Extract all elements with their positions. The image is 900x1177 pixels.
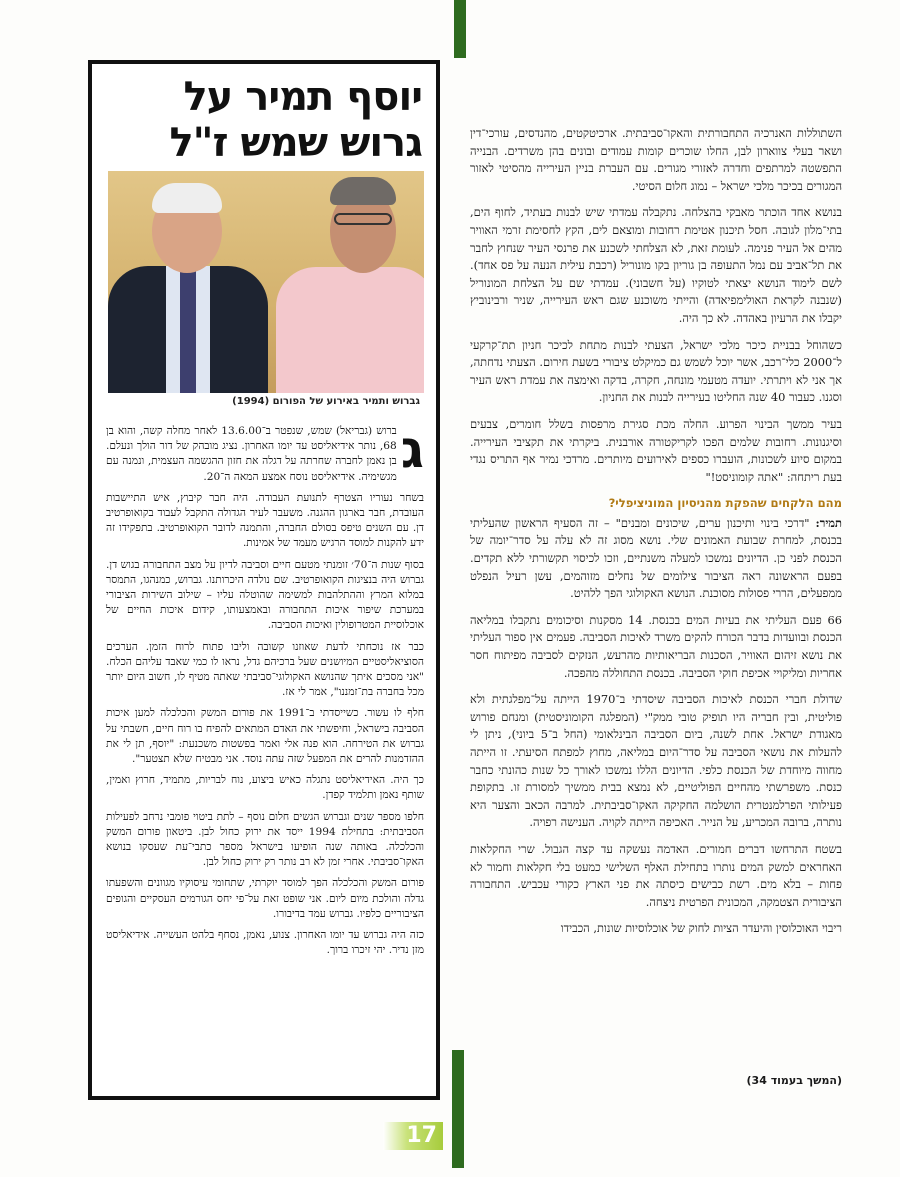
- paragraph: ריבוי האוכלוסין והיעדר הציות לחוק של אוכלוסיות שונות, הכבידו: [560, 921, 842, 936]
- paragraph: בסוף שנות ה־70׳ זומנתי מטעם חיים וסביבה לדיון על מצב התחבורה בגוש דן. גברוש היה בנציגות הקואופרטיב. שם נולדה היכרותנו. גברוש, כמנהגו, התמסר במלוא המרץ וההתלהבות למשימה שהוטלה עליו – שילוב השירות הציבורי במערכת שיפור איכות התחבורה ובאמצעותו, קידום איכות החיים של אוכלוסיית המטרופולין ואיכות הסביבה.: [106, 558, 424, 632]
- paragraph: בנושא אחד הוכתר מאבקי בהצלחה. נתקבלה עמדתי שיש לבנות בעתיד, לחוף הים, בתי־מלון לגובה. חסל תיכנון אטימת רחובות ומוצאם לים, הקץ לחסימת זרמי האוויר מהים אל העיר פנימה. לעומת זאת, לא הצלחתי לשכנע את פרנסי העיר שנחוץ לחבר את תל־אביב עם נמל התעופה בן גוריון בקו מונוריל (רכבת עילית הנעה על פס אחד). לשם לימוד הנושא יצאתי לטוקיו (על חשבוני). עמדתי שם על הצלחת המונוריל (שנבנה לקראת האולימפיאדה) והייתי משוכנע שגם ראש העירייה, שניר ורבינוביץ יקבלו את הרעיון באהדה. לא כך היה.: [470, 205, 842, 325]
- obituary-body: [106, 420, 424, 1084]
- paragraph: ג ברוש (גבריאל) שמש, שנפטר ב־13.6.00 לאחר מחלה קשה, והוא בן 68, נותר אידיאליסט עד יומו האחרון. נציג מובהק של דור הולך ונעלם. בן נאמן לחברה שחרתה על דגלה את חזון ההגשמה העצמית, ונמנה עם מגשימיה. אידיאליסט נוסח אמצע המאה ה־20.: [106, 420, 424, 483]
- photo: [108, 171, 424, 393]
- paragraph: פורום המשק והכלכלה הפך למוסד יוקרתי, שתחומי עיסוקיו מגוונים והשפעתו גדלה והולכת מיום ליום. אני שופט זאת על־פי יחס הגורמים העסקיים והגופים הציבוריים כלפיו. גברוש עמד בדיבורו.: [106, 877, 424, 920]
- obituary-title: [102, 74, 422, 166]
- continued-note: (המשך בעמוד 34): [746, 1074, 842, 1087]
- page-number: 17: [383, 1122, 443, 1150]
- paragraph: כזה היה גברוש עד יומו האחרון. צנוע, נאמן, נסחף בלהט העשייה. אידיאליסט מזן נדיר. יהי זיכרו ברוך.: [106, 929, 424, 957]
- paragraph: כבר אז נוכחתי לדעת שאוזנו קשובה וליבו פתוח לרוח הזמן. הערכים הסוציאליסטיים המיושנים שעל ברכיהם גדל, נראו לו כמי שאבד עליהם הכלח. "אני מסכים איתך שהנושא האקולוגי־סביבתי שאתה מטיף לו, חשוב היום יותר מכל בחברה בת־זמננו", אמר לי אז.: [106, 640, 424, 699]
- photo-caption: גברוש ותמיר באירוע של הפורום (1994): [232, 396, 420, 407]
- paragraph: השתוללות האנרכיה התחבורתית והאקו־סביבתית. ארכיטקטים, מהנדסים, עורכי־דין ושאר בעלי צווארון לבן, החלו שוכרים קומות עמודים ובונים בהן משרדים. הבנייה התפשטה למרתפים וחדרה לאזורי מגורים. עם העברת בניין העירייה מהסיטי לאזור המגורים בכיכר מלכי ישראל – נמוג חלום הסיטי.: [470, 126, 842, 193]
- bottom-green-bar: [452, 1050, 464, 1168]
- paragraph: חלף לו עשור. כשייסדתי ב־1991 את פורום המשק והכלכלה למען איכות הסביבה בישראל, וחיפשתי את האדם המתאים להפיח בו רוח חיים, חשבתי על גברוש את הטירחה. הוא פנה אלי ואמר בפשטות משכנעת: "יוסף, תן לי את ההזדמנות להרים את המפעל שזה עתה נוסד. אני מבטיח שלא תצטער".: [106, 707, 424, 766]
- paragraph: כך היה. האידיאליסט נתגלה כאיש ביצוע, נוח לבריות, מתמיד, חרוץ ואמין, שותף נאמן ותלמיד קפדן.: [106, 774, 424, 802]
- drop-cap: ג: [400, 420, 424, 480]
- paragraph: כשהוחל בבניית כיכר מלכי ישראל, הצעתי לבנות מתחת לכיכר חניון תת־קרקעי ל־2000 כלי־רכב, אשר יוכל לשמש גם כמיקלט ציבורי בשעת חירום. הצעתי נדחתה, אך אני לא ויתרתי. יועדה מטעמי מונחה, חקרה, בדקה ואימצה את עמדת ראש העיר וסגנו. כעבור 40 שנה החליטו בעירייה לבנות את החניון.: [470, 337, 842, 405]
- paragraph: תמיר: "דרכי בינוי ותיכנון ערים, שיכונים ומבנים" – זה הסעיף הראשון שהעליתי בכנסת, למחרת שבועת האמונים שלי. נושא מסוג זה לא עלה על סדר־יומה של הכנסת לפני כן. הדיונים נמשכו למעלה משנתיים, וזכו לכיסוי תקשורתי ללא תקדים. בפעם הראשונה ראה הציבור צילומים של נחלים מזוהמים, עשן רעיל הנפלט ממפעלים, הררי פסולות מסוכנת. הנושא האקולוגי הפך ללהיט.: [470, 515, 843, 601]
- title-line-1: יוסף תמיר על: [183, 74, 422, 120]
- paragraph: בעיר ממשך הבינוי הפרוע. החלה מכת סגירת מרפסות בשלל חומרים, צבעים וסיגנונות. רחובות שלמים הפכו לקריקטורה אורבנית. ביקרתי את תקציבי העירייה. במקום סיוע לשכונות, הועברו כספים לאירועים מיותרים. מרדכי נמיר אף התריס נגדי בעת ריתחה: "אתה קומוניסט!": [470, 416, 842, 484]
- section-subhead: מהם הלקחים שהפקת מהניסיון המוניציפלי?: [608, 496, 842, 511]
- paragraph: 66 פעם העליתי את בעיות המים בכנסת. 14 מסקנות וסיכומים נתקבלו במליאה הכנסת ובוועדות בדבר הכורח להקים משרד לאיכות הסביבה. פעמים אין ספור העליתי את נושא זיהום האוויר, הסכנות הבריאותיות מהרעש, הנזקים לסביבה מפיתוח חסר אחריות ומליקויי אכיפת חוקי הסביבה. בכנסת התחוללה מהפכה.: [470, 612, 842, 680]
- paragraph: בשטח התרחשו דברים חמורים. האדמה נעשקה עד קצה הגבול. שרי החקלאות האחראים למשק המים נותרו בתחילת האלף השלישי כמעט בלי חקלאות וחמור לא פחות – בלא מים. רשת כבישים כיסתה את פני הארץ כקורי עכביש. התחבורה הציבורית הצטמקה, המכונית הפרטית ניצחה.: [470, 841, 842, 909]
- paragraph: שדולת חברי הכנסת לאיכות הסביבה שיסדתי ב־1970 הייתה על־מפלגתית ולא פוליטית, ובין חבריה היו תופיק טובי ממק"י (המפלגה הקומוניסטית) ומנחם פורוש מאגודת ישראל. אחת לשנה, ביום הסביבה הבינלאומי (החל ב־5 ביוני), ניתן לי להעלות את נושאי הסביבה על סדר־היום במליאה, מחוץ למפתח הסיעתי. זו הייתה מחווה מיוחדת של הכנסת כלפי. הדיונים הללו נמשכו לאורך כל שנות כהונתי כחבר כנסת. משפרשתי מהחיים הפוליטיים, לא נמצא בבית ממשיך למסורת זו. בתקופת פעילותי הפרלמנטרית הושלמה החקיקה האקו־סביבתית. למרבה הכאב והצער היא נותרה, ברובה המכריע, על הנייר. האכיפה הייתה לקויה. הענישה רפויה.: [470, 692, 842, 830]
- paragraph: בשחר נעוריו הצטרף לתנועת העבודה. היה חבר קיבוץ, איש התיישבות העובדת, חבר בארגון ההגנה. משעבר לעיר הגדולה התקבל לעבוד בקואופרטיב דן. עם השנים טיפס בסולם החברה, והתמנה לדובר הקואופרטיב. בתפקידו זה ידע להקנות למוסד הרגיש מעמד של אמינות.: [106, 491, 424, 550]
- title-line-2: גרוש שמש ז"ל: [169, 120, 422, 166]
- obituary-box: [88, 60, 440, 1100]
- top-green-bar: [454, 0, 466, 58]
- paragraph: חלפו מספר שנים וגברוש הגשים חלום נוסף – לתת ביטוי פומבי נרחב לפעילות הסביבתית: בתחילת 1994 ייסד את ירוק כחול לבן. ביטאון פורום המשק והכלכלה. באותה שנה הופיעו בישראל מספר כתבי־עת שעסקו בנושא האקו־סביבתי. אחרי זמן לא רב נותר רק ירוק כחול לבן.: [106, 810, 424, 869]
- article-column: [470, 125, 842, 947]
